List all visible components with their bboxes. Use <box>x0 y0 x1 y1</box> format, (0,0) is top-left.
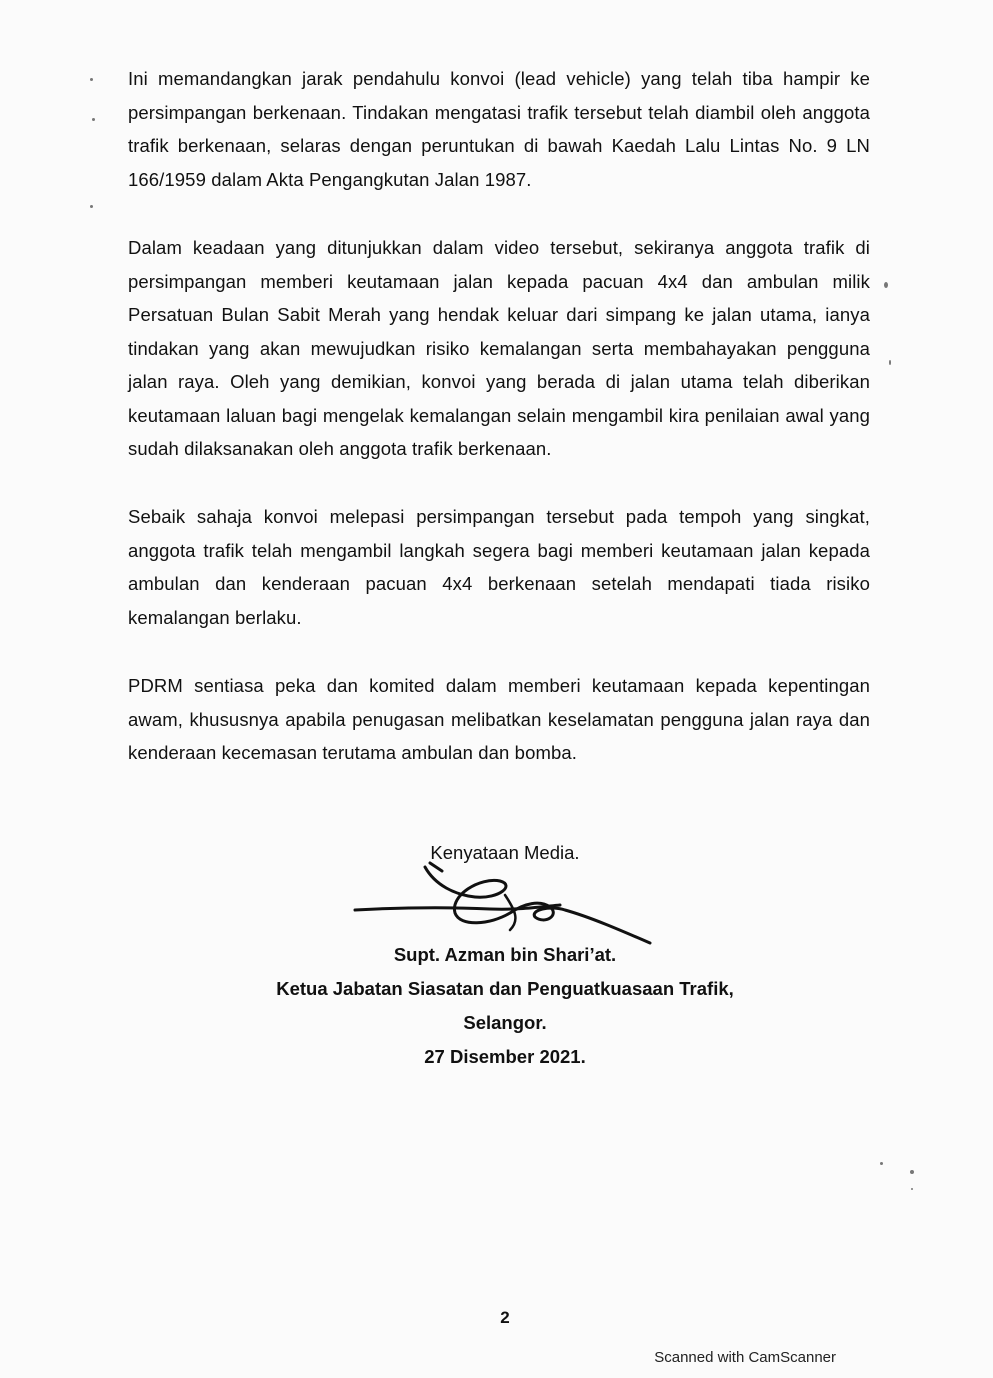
page-number: 2 <box>500 1308 510 1327</box>
document-body-2 <box>128 231 870 466</box>
paragraph-3: Sebaik sahaja konvoi melepasi persimpangan tersebut pada tempoh yang singkat, anggota trafik telah mengambil langkah segera bagi memberi keutamaan jalan kepada ambulan dan kenderaan pacuan 4x4 berkenaan setelah mendapati tiada risiko kemalangan berlaku. <box>128 506 870 628</box>
scan-speck <box>910 1170 914 1174</box>
scan-speck <box>880 1162 883 1165</box>
document-body-3 <box>128 500 870 634</box>
document-body-4 <box>128 669 870 770</box>
scanner-watermark: Scanned with CamScanner <box>654 1349 836 1366</box>
signer-title: Ketua Jabatan Siasatan dan Penguatkuasaan Trafik, <box>276 978 734 999</box>
signer-state: Selangor. <box>463 1012 547 1033</box>
document-body <box>128 62 870 196</box>
paragraph-2: Dalam keadaan yang ditunjukkan dalam video tersebut, sekiranya anggota trafik di persimpangan memberi keutamaan jalan kepada pacuan 4x4 dan ambulan milik Persatuan Bulan Sabit Merah yang hendak keluar dari simpang ke jalan utama, ianya tindakan yang akan mewujudkan risiko kemalangan serta membahayakan pengguna jalan raya. Oleh yang demikian, konvoi yang berada di jalan utama telah diberikan keutamaan laluan bagi mengelak kemalangan selain mengambil kira penilaian awal yang sudah dilaksanakan oleh anggota trafik berkenaan. <box>128 237 870 459</box>
document-date: 27 Disember 2021. <box>424 1046 586 1067</box>
scan-speck <box>911 1188 913 1190</box>
paragraph-1: Ini memandangkan jarak pendahulu konvoi (lead vehicle) yang telah tiba hampir ke persimpangan berkenaan. Tindakan mengatasi trafik tersebut telah diambil oleh anggota trafik berkenaan, selaras dengan peruntukan di bawah Kaedah Lalu Lintas No. 9 LN 166/1959 dalam Akta Pengangkutan Jalan 1987. <box>128 68 870 190</box>
scan-speck <box>884 282 888 288</box>
paragraph-4: PDRM sentiasa peka dan komited dalam memberi keutamaan kepada kepentingan awam, khususnya apabila penugasan melibatkan keselamatan pengguna jalan raya dan kenderaan kecemasan terutama ambulan dan bomba. <box>128 675 870 763</box>
handwritten-signature <box>350 855 660 950</box>
signer-name: Supt. Azman bin Shari’at. <box>393 944 617 965</box>
scan-speck <box>90 78 93 81</box>
scan-speck <box>90 205 93 208</box>
scan-speck <box>889 360 891 365</box>
closing-line: Kenyataan Media. <box>430 842 580 863</box>
scan-speck <box>92 118 95 121</box>
